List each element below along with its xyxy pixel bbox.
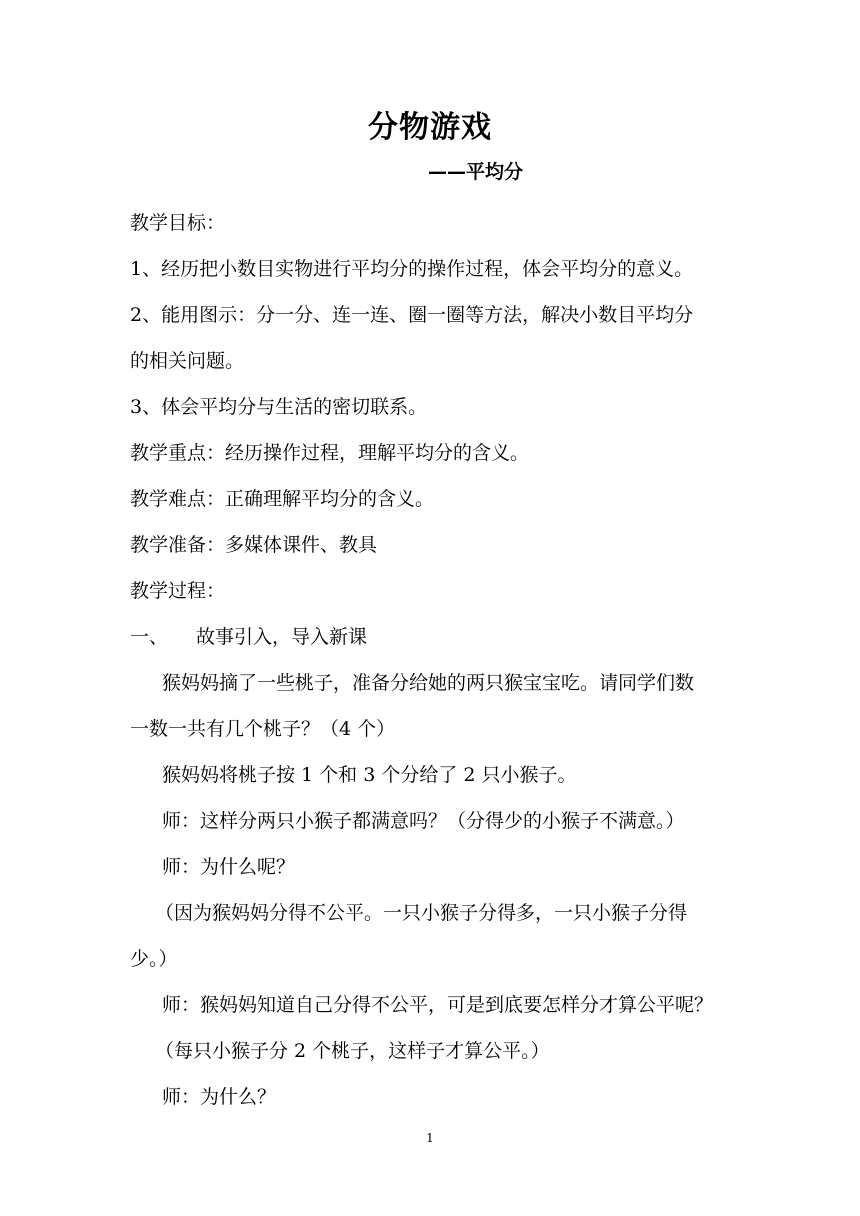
paragraph-1-line-2: 一数一共有几个桃子？（4 个） bbox=[130, 718, 396, 740]
paragraph-2: 猴妈妈将桃子按 1 个和 3 个分给了 2 只小猴子。 bbox=[162, 764, 577, 786]
paragraph-1-line-1: 猴妈妈摘了一些桃子，准备分给她的两只猴宝宝吃。请同学们数 bbox=[162, 672, 695, 694]
paragraph-3: 师：这样分两只小猴子都满意吗？（分得少的小猴子不满意。） bbox=[162, 810, 685, 832]
section-1-number: 一、 bbox=[130, 626, 169, 648]
key-point: 教学重点：经历操作过程，理解平均分的含义。 bbox=[130, 442, 530, 464]
paragraph-5-line-1: （因为猴妈妈分得不公平。一只小猴子分得多，一只小猴子分得 bbox=[155, 902, 688, 924]
preparation: 教学准备：多媒体课件、教具 bbox=[130, 534, 378, 556]
document-body bbox=[130, 200, 740, 1120]
page-number: 1 bbox=[426, 1131, 434, 1145]
paragraph-7: （每只小猴子分 2 个桃子，这样子才算公平。） bbox=[155, 1040, 550, 1062]
section-1-title: 故事引入，导入新课 bbox=[196, 626, 368, 648]
paragraph-8: 师：为什么？ bbox=[162, 1086, 277, 1108]
document-subtitle: ——平均分 bbox=[428, 161, 524, 183]
objective-2-line-2: 的相关问题。 bbox=[130, 350, 245, 372]
paragraph-5-line-2: 少。） bbox=[130, 948, 178, 970]
paragraph-4: 师：为什么呢？ bbox=[162, 856, 296, 878]
document-title: 分物游戏 bbox=[368, 110, 492, 145]
difficulty: 教学难点：正确理解平均分的含义。 bbox=[130, 488, 435, 510]
objective-2-line-1: 2、能用图示：分一分、连一连、圈一圈等方法，解决小数目平均分 bbox=[130, 304, 694, 326]
section-1-heading bbox=[130, 614, 740, 660]
objective-1: 1、经历把小数目实物进行平均分的操作过程，体会平均分的意义。 bbox=[130, 258, 694, 280]
objectives-heading: 教学目标： bbox=[130, 212, 226, 234]
paragraph-6: 师：猴妈妈知道自己分得不公平，可是到底要怎样分才算公平呢？ bbox=[162, 994, 714, 1016]
objective-3: 3、体会平均分与生活的密切联系。 bbox=[130, 396, 428, 418]
process-heading: 教学过程： bbox=[130, 580, 226, 602]
